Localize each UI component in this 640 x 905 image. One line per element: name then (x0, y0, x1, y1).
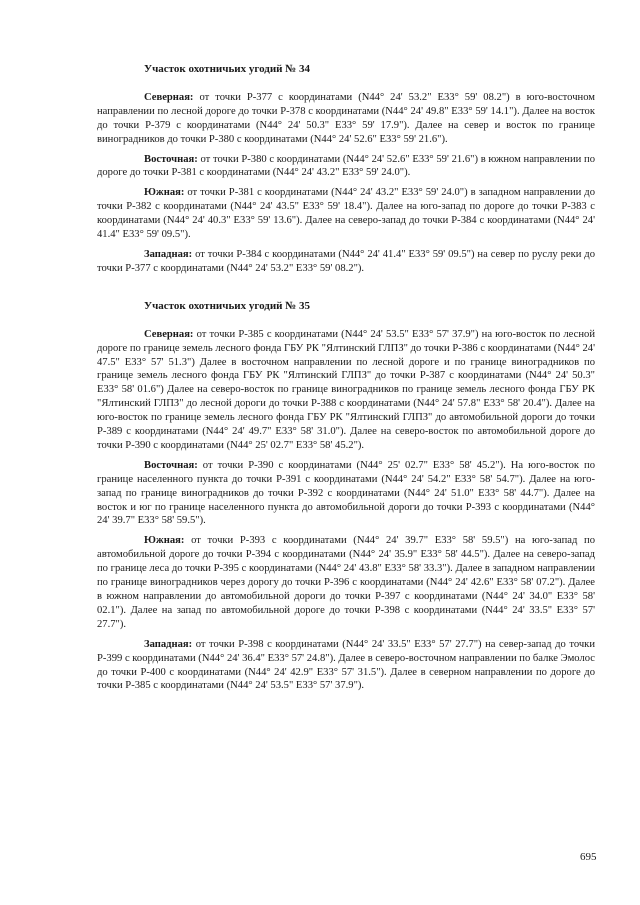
boundary-west (97, 638, 595, 694)
boundary-south (97, 186, 595, 242)
boundary-label: Восточная: (144, 153, 198, 165)
boundary-north (97, 328, 595, 453)
document-body (97, 63, 595, 699)
boundary-north (97, 91, 595, 147)
boundary-east (97, 459, 595, 529)
boundary-text: от точки Р-393 с координатами (N44° 24' 39.7" E33° 58' 59.5") на юго-запад по автомобильной дороге до точки Р-394 с координатами (N44° 24' 35.9" E33° 58' 44.5"). Далее на северо-запад по границе леса до точки Р-395 с координатами (N44° 24' 43.8" E33° 58' 33.3"). Далее в западном направлении по границе виноградников через дорогу до точки Р-396 с координатами (N44° 24' 42.6" E33° 58' 07.2"). Далее в южном направлении до автомобильной дороги до точки Р-397 с координатами (N44° 24' 34.0" E33° 58' 02.1"). Далее на запад по автомобильной дороге до точки Р-398 с координатами (N44° 24' 33.5" E33° 57' 27.7"). (97, 535, 595, 630)
boundary-text: от точки Р-385 с координатами (N44° 24' 53.5" E33° 57' 37.9") на юго-восток по лесной дороге по границе земель лесного фонда ГБУ РК "Ялтинский ГЛПЗ" до точки Р-386 с координатами (N44° 24' 47.5" E33° 57' 51.3") Далее в восточном направлении по лесной дороге и по границе виноградников по границе земель лесного фонда ГБУ РК "Ялтинский ГЛПЗ" до точки Р-387 с координатами (N44° 24' 50.3" E33° 58' 01.6") Далее на северо-восток по границе виноградников по границе земель лесного фонда ГБУ РК "Ялтинский ГЛПЗ" до лесной дороги до точки Р-388 с координатами (N44° 24' 57.8" E33° 58' 20.4"). Далее на юго-восток по границе земель лесного фонда ГБУ РК "Ялтинский ГЛПЗ" до автомобильной дороги до точки Р-389 с координатами (N44° 24' 49.7" E33° 58' 31.0"). Далее на северо-восток по автомобильной дороге до точки Р-390 с координатами (N44° 25' 02.7" E33° 58' 45.2"). (97, 328, 595, 451)
section-title: Участок охотничьих угодий № 34 (144, 63, 311, 75)
boundary-south (97, 534, 595, 631)
boundary-text: от точки Р-390 с координатами (N44° 25' 02.7" E33° 58' 45.2"). На юго-восток по границе населенного пункта до точки Р-391 с координатами (N44° 24' 54.2" E33° 58' 54.7"). Далее на юго-запад по границе виноградников до точки Р-392 с координатами (N44° 24' 51.0" E33° 58' 44.7"). Далее на восток и юг по границе населенного пункта до автомобильной дороги до точки Р-393 с координатами (N44° 24' 39.7" E33° 58' 59.5"). (97, 459, 595, 527)
boundary-label: Западная: (144, 248, 193, 260)
boundary-text: от точки Р-384 с координатами (N44° 24' 41.4" E33° 59' 09.5") на север по руслу реки до точки Р-377 с координатами (N44° 24' 53.2" E33° 59' 08.2"). (97, 248, 595, 274)
boundary-label: Северная: (144, 328, 194, 340)
boundary-east (97, 153, 595, 181)
boundary-label: Южная: (144, 187, 185, 199)
section-spacer (97, 282, 595, 300)
boundary-west (97, 248, 595, 276)
boundary-label: Северная: (144, 91, 194, 103)
boundary-label: Восточная: (144, 459, 198, 471)
boundary-text: от точки Р-398 с координатами (N44° 24' 33.5" E33° 57' 27.7") на север-запад до точки Р-399 с координатами (N44° 24' 36.4" E33° 57' 24.8"). Далее в северо-восточном направлении по балке Эмолос до точки Р-400 с координатами (N44° 24' 42.9" E33° 57' 31.5"). Далее в северном направлении по дороге до точки Р-385 с координатами (N44° 24' 53.5" E33° 57' 37.9"). (97, 638, 596, 692)
section-hunting-area-35 (97, 300, 595, 694)
page-number: 695 (580, 851, 597, 863)
boundary-text: от точки Р-380 с координатами (N44° 24' 52.6" E33° 59' 21.6") в южном направлении по дороге до точки Р-381 с координатами (N44° 24' 43.2" E33° 59' 24.0"). (97, 153, 595, 179)
section-title: Участок охотничьих угодий № 35 (144, 299, 311, 312)
boundary-text: от точки Р-381 с координатами (N44° 24' 43.2" E33° 59' 24.0") в западном направлении до точки Р-382 с координатами (N44° 24' 43.5" E33° 59' 18.4"). Далее на юго-запад по дороге до точки Р-383 с координатами (N44° 24' 40.3" E33° 59' 13.6"). Далее на северо-запад до точки Р-384 с координатами (N44° 24' 41.4" E33° 59' 09.5"). (97, 187, 595, 241)
section-hunting-area-34 (97, 63, 595, 276)
boundary-text: от точки Р-377 с координатами (N44° 24' 53.2" E33° 59' 08.2") в юго-восточном направлении по лесной дороге до точки Р-378 с координатами (N44° 24' 49.8" E33° 59' 14.1"). Далее на восток до точки Р-379 с координатами (N44° 24' 50.3" E33° 59' 17.9"). Далее на север и восток по границе виноградников до точки Р-380 с координатами (N44° 24' 52.6" E33° 59' 21.6"). (97, 91, 595, 145)
boundary-label: Южная: (144, 535, 185, 547)
boundary-label: Западная: (144, 638, 193, 650)
